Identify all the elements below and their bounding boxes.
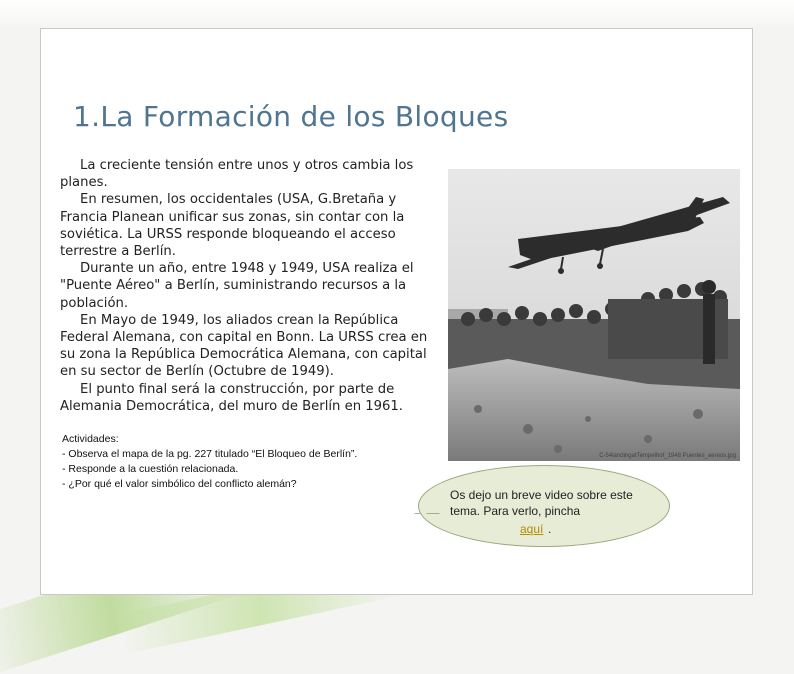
activity-item: - Responde a la cuestión relacionada. <box>62 463 239 475</box>
photo-illustration <box>448 169 740 461</box>
callout-connector <box>402 513 452 515</box>
slide-title: 1.La Formación de los Bloques <box>73 100 509 133</box>
video-callout-text: Os dejo un breve video sobre este tema. Para verlo, pincha <box>450 488 633 518</box>
background-top-band <box>0 0 794 30</box>
activity-item: - Observa el mapa de la pg. 227 titulado “El Bloqueo de Berlín”. <box>62 448 358 460</box>
video-link[interactable]: aquí <box>520 522 544 536</box>
activities-heading: Actividades: <box>62 433 119 445</box>
activity-item: - ¿Por qué el valor simbólico del conflicto alemán? <box>62 478 297 490</box>
paragraph-2: En resumen, los occidentales (USA, G.Bretaña y Francia Planean unificar sus zonas, sin contar con la soviética. La URSS responde bloqueando el acceso terrestre a Berlín. <box>60 192 405 260</box>
paragraph-4: En Mayo de 1949, los aliados crean la República Federal Alemana, con capital en Bonn. La URSS crea en su zona la República Democrática Alemana, con capital en su sector de Berlín (Octubre de 1949). <box>60 312 428 380</box>
photo-caption: C-54landingatTempelhof_1948 Puentes_aereos.jpg <box>599 453 736 459</box>
activities-box <box>62 432 422 492</box>
activities-list <box>62 447 422 492</box>
paragraph-1: La creciente tensión entre unos y otros cambia los planes. <box>60 158 414 191</box>
paragraph-5: El punto final será la construcción, por parte de Alemania Democrática, del muro de Berlín en 1961. <box>60 381 403 414</box>
body-text <box>60 157 442 415</box>
berlin-airlift-photo <box>448 169 740 461</box>
video-link-suffix: . <box>548 522 552 536</box>
paragraph-3: Durante un año, entre 1948 y 1949, USA realiza el "Puente Aéreo" a Berlín, suministrando recursos a la población. <box>60 261 414 311</box>
